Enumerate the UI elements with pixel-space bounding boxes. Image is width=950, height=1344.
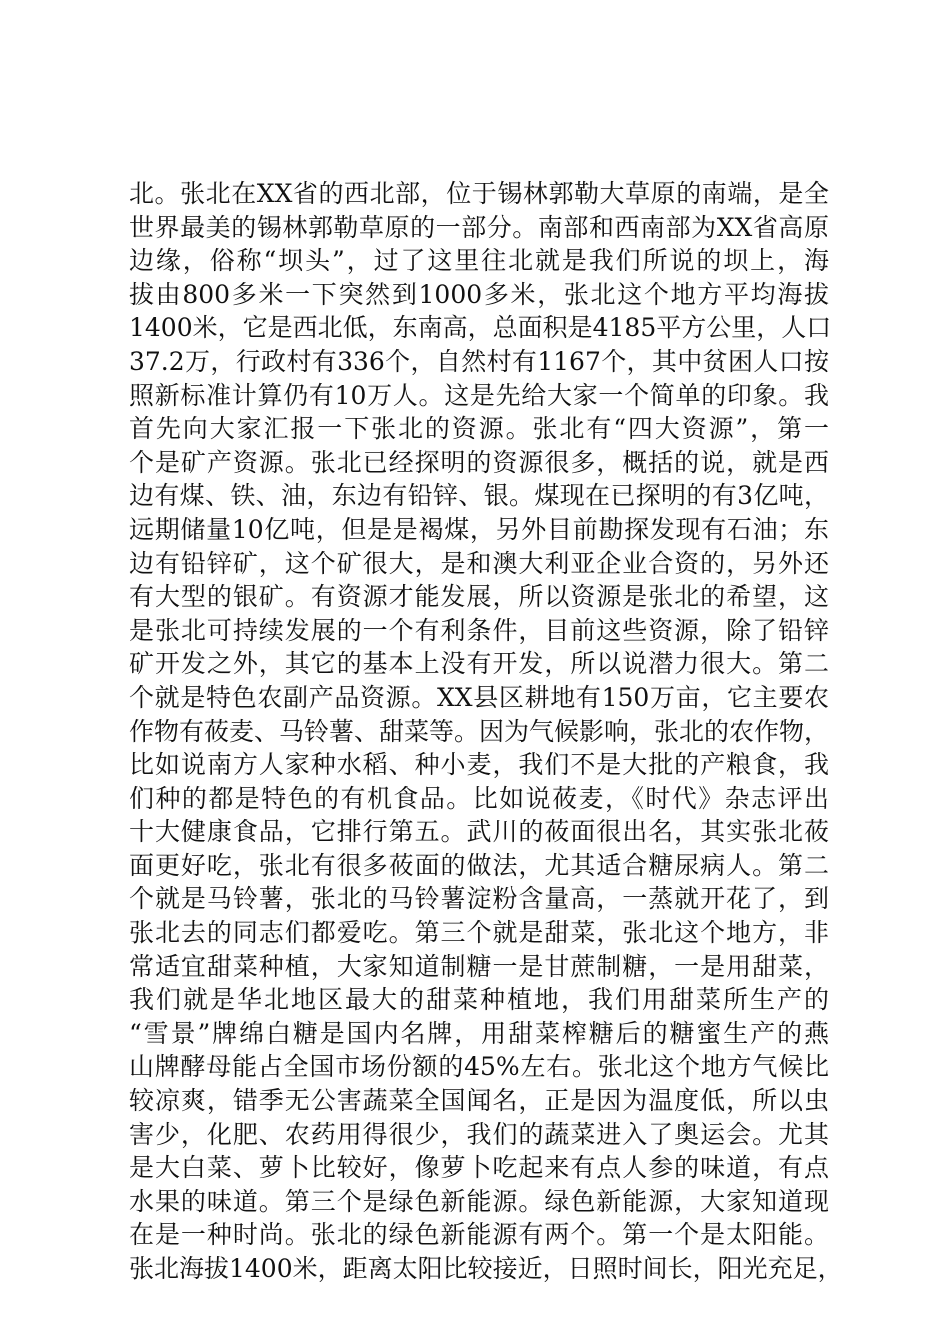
text-line: “雪景”牌绵白糖是国内名牌，用甜菜榨糖后的糖蜜生产的燕 <box>129 1018 829 1048</box>
text-line: 1400米，它是西北低，东南高，总面积是4185平方公里，人口 <box>129 313 832 343</box>
text-line: 是张北可持续发展的一个有利条件，目前这些资源，除了铅锌 <box>129 615 829 645</box>
text-line: 张北去的同志们都爱吃。第三个就是甜菜，张北这个地方，非 <box>129 918 829 948</box>
text-line: 在是一种时尚。张北的绿色新能源有两个。第一个是太阳能。 <box>129 1220 829 1250</box>
text-line: 个是矿产资源。张北已经探明的资源很多，概括的说，就是西 <box>129 447 829 477</box>
text-line: 较凉爽，错季无公害蔬菜全国闻名，正是因为温度低，所以虫 <box>129 1086 829 1116</box>
text-line: 害少，化肥、农药用得很少，我们的蔬菜进入了奥运会。尤其 <box>129 1119 829 1149</box>
text-line: 拔由800多米一下突然到1000多米，张北这个地方平均海拔 <box>129 279 829 309</box>
text-line: 是大白菜、萝卜比较好，像萝卜吃起来有点人参的味道，有点 <box>129 1153 829 1183</box>
text-line: 常适宜甜菜种植，大家知道制糖一是甘蔗制糖，一是用甜菜， <box>129 951 829 981</box>
text-line: 作物有莜麦、马铃薯、甜菜等。因为气候影响，张北的农作物， <box>129 716 830 746</box>
text-line: 边缘，俗称“坝头”，过了这里往北就是我们所说的坝上，海 <box>129 246 829 276</box>
text-line: 首先向大家汇报一下张北的资源。张北有“四大资源”，第一 <box>129 414 829 444</box>
text-line: 边有煤、铁、油，东边有铅锌、银。煤现在已探明的有3亿吨， <box>129 481 829 511</box>
text-line: 37.2万，行政村有336个，自然村有1167个，其中贫困人口按 <box>129 346 829 376</box>
text-line: 我们就是华北地区最大的甜菜种植地，我们用甜菜所生产的 <box>129 985 829 1015</box>
text-line: 水果的味道。第三个是绿色新能源。绿色新能源，大家知道现 <box>129 1186 829 1216</box>
text-line: 个就是马铃薯，张北的马铃薯淀粉含量高，一蒸就开花了，到 <box>129 884 829 914</box>
text-line: 们种的都是特色的有机食品。比如说莜麦，《时代》杂志评出 <box>129 783 829 813</box>
text-line: 个就是特色农副产品资源。XX县区耕地有150万亩，它主要农 <box>129 682 829 712</box>
text-line: 张北海拔1400米，距离太阳比较接近，日照时间长，阳光充足， <box>129 1254 843 1283</box>
text-line: 照新标准计算仍有10万人。这是先给大家一个简单的印象。我 <box>129 380 829 410</box>
text-line: 十大健康食品，它排行第五。武川的莜面很出名，其实张北莜 <box>129 817 829 847</box>
body-text <box>129 177 843 1286</box>
text-line: 面更好吃，张北有很多莜面的做法，尤其适合糖尿病人。第二 <box>129 850 829 880</box>
text-line: 远期储量10亿吨，但是是褐煤，另外目前勘探发现有石油；东 <box>129 514 829 544</box>
text-line: 北。张北在XX省的西北部，位于锡林郭勒大草原的南端，是全 <box>129 179 829 208</box>
text-line: 矿开发之外，其它的基本上没有开发，所以说潜力很大。第二 <box>129 649 829 679</box>
text-line: 有大型的银矿。有资源才能发展，所以资源是张北的希望，这 <box>129 582 829 612</box>
text-line: 比如说南方人家种水稻、种小麦，我们不是大批的产粮食，我 <box>129 750 829 780</box>
text-line: 山牌酵母能占全国市场份额的45%左右。张北这个地方气候比 <box>129 1052 829 1082</box>
text-line: 边有铅锌矿，这个矿很大，是和澳大利亚企业合资的，另外还 <box>129 548 829 578</box>
text-line: 世界最美的锡林郭勒草原的一部分。南部和西南部为XX省高原 <box>129 212 829 242</box>
